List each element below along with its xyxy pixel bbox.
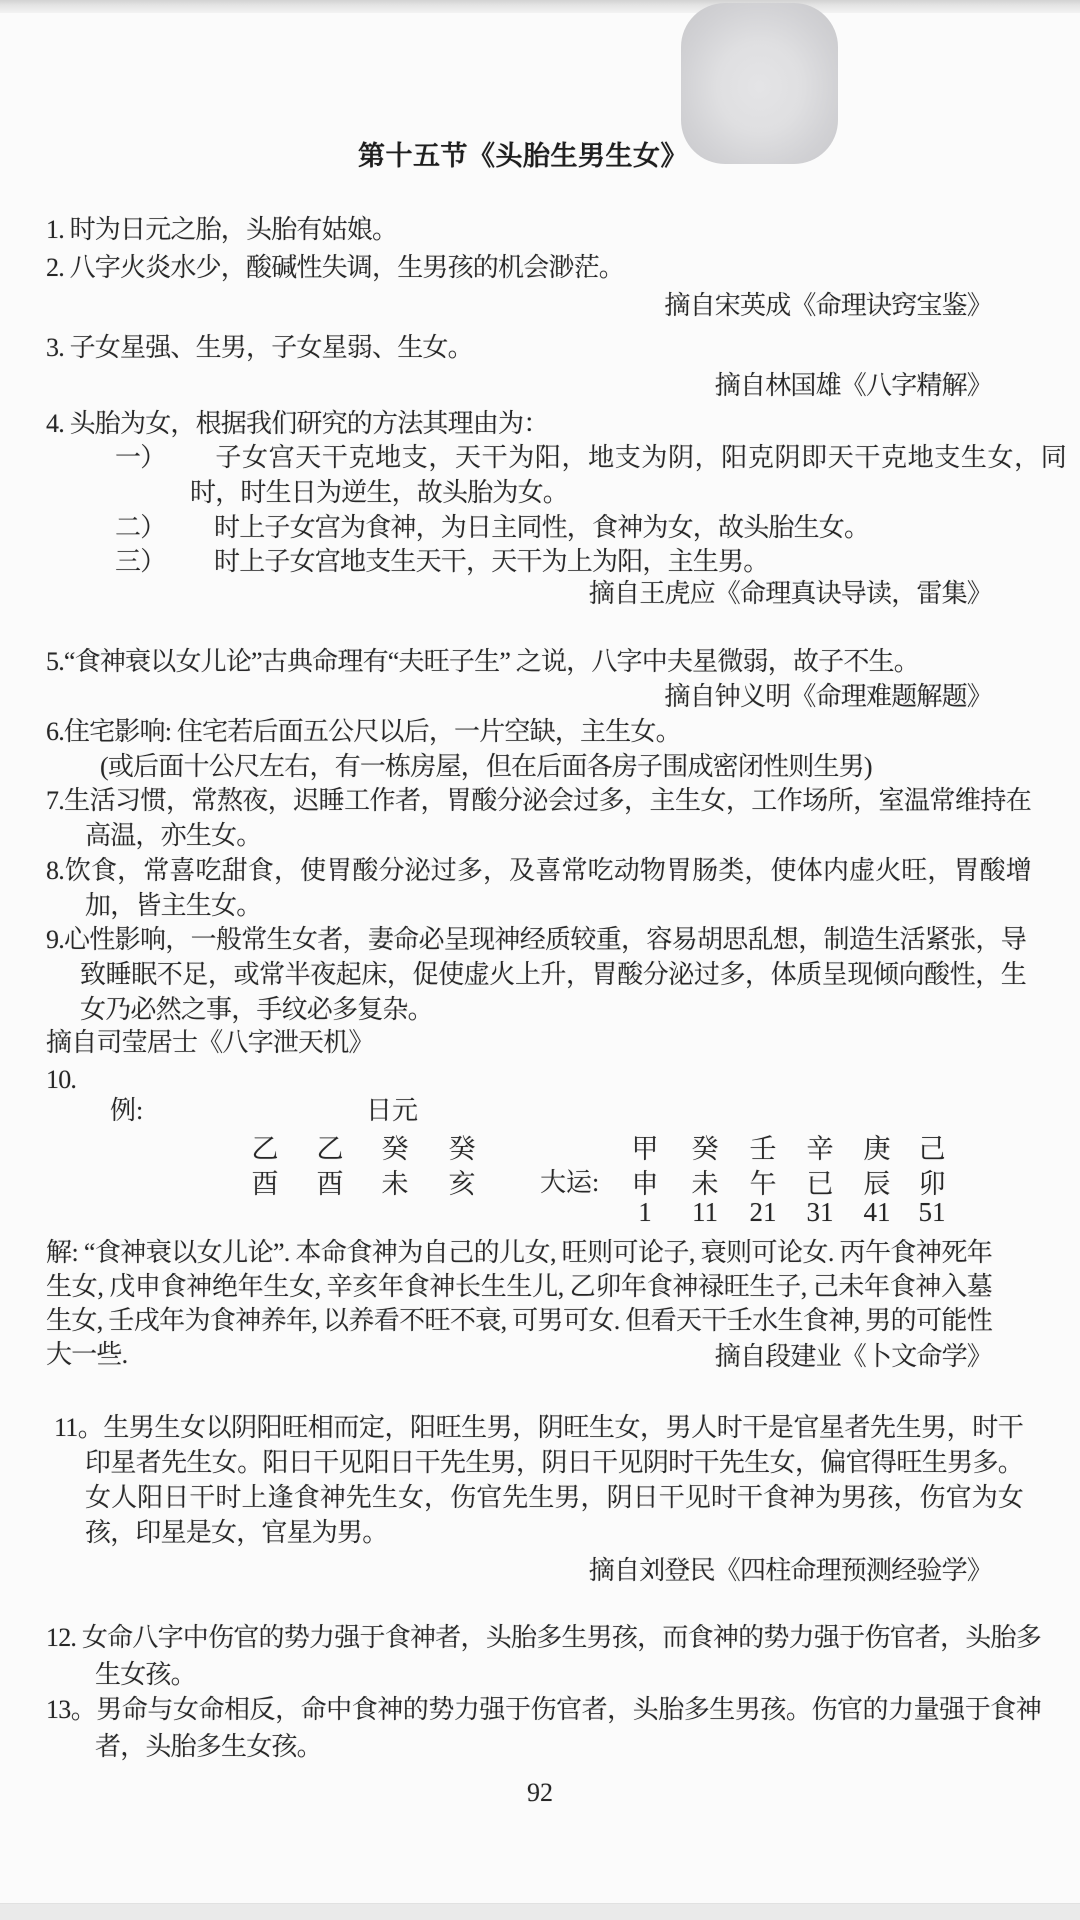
list-item-6-note: (或后面十公尺左右，有一栋房屋，但在后面各房子围成密闭性则生男) bbox=[100, 752, 872, 781]
luck-branch: 午 bbox=[749, 1169, 777, 1199]
luck-age: 11 bbox=[692, 1197, 718, 1227]
source-citation-4: 摘自钟义明《命理难题解题》 bbox=[664, 682, 992, 711]
natal-branch: 亥 bbox=[448, 1169, 476, 1199]
watermark-blob bbox=[681, 3, 838, 164]
example-label: 例: bbox=[110, 1096, 144, 1125]
list-item-9: 9.心性影响，一般常生女者，妻命必呈现神经质较重，容易胡思乱想，制造生活紧张，导致睡眠不足，或常半夜起床，促使虚火上升，胃酸分泌过多，体质呈现倾向酸性，生女乃必然之事，手纹必多复杂。 bbox=[46, 925, 1026, 1024]
natal-branch: 未 bbox=[381, 1169, 409, 1199]
luck-branch: 已 bbox=[806, 1169, 834, 1199]
natal-stem: 乙 bbox=[316, 1134, 344, 1164]
list-item-4: 4. 头胎为女，根据我们研究的方法其理由为： bbox=[46, 409, 549, 438]
list-item-1: 1. 时为日元之胎，头胎有姑娘。 bbox=[46, 215, 398, 244]
list-item-4-sub-1 bbox=[115, 440, 1066, 510]
source-citation-1: 摘自宋英成《命理诀窍宝鉴》 bbox=[664, 291, 992, 320]
source-citation-5: 摘自司莹居士《八字泄天机》 bbox=[46, 1028, 374, 1057]
list-item-7: 7.生活习惯，常熬夜，迟睡工作者，胃酸分泌会过多，主生女，工作场所，室温常维持在高温，亦生女。 bbox=[46, 786, 1031, 850]
top-edge-strip bbox=[0, 0, 1080, 13]
source-citation-2: 摘自林国雄《八字精解》 bbox=[714, 371, 992, 400]
dayun-label: 大运: bbox=[540, 1168, 600, 1197]
luck-age: 31 bbox=[806, 1197, 834, 1227]
sub-item-text: 时上子女宫地支生天干，天干为上为阳，主生男。 bbox=[214, 547, 769, 576]
luck-age: 51 bbox=[918, 1197, 946, 1227]
bazi-example-chart bbox=[0, 1090, 1080, 1235]
source-citation-3: 摘自王虎应《命理真诀导读，雷集》 bbox=[588, 579, 992, 608]
luck-stem: 甲 bbox=[631, 1134, 659, 1164]
natal-branch: 酉 bbox=[316, 1169, 344, 1199]
luck-stem: 庚 bbox=[863, 1134, 891, 1164]
analysis-paragraph: 解: “食神衰以女儿论”. 本命食神为自己的儿女, 旺则可论子, 衰则可论女. 丙午食神死年生女, 戊申食神绝年生女, 辛亥年食神长生生儿, 乙卯年食神禄旺生子, 己未年食神入墓生女, 壬戌年为食神养年, 以养看不旺不衰, 可男可女. 但看天干壬水生食神, 男的可能性大一些. bbox=[46, 1238, 992, 1369]
luck-branch: 未 bbox=[691, 1169, 719, 1199]
list-item-13: 13。男命与女命相反，命中食神的势力强于伤官者，头胎多生男孩。伤官的力量强于食神者，头胎多生女孩。 bbox=[46, 1695, 1041, 1761]
day-master-label: 日元 bbox=[366, 1096, 419, 1125]
list-item-6: 6.住宅影响: 住宅若后面五公尺以后，一片空缺，主生女。 bbox=[46, 717, 681, 746]
natal-stem: 癸 bbox=[381, 1134, 409, 1164]
source-citation-7: 摘自刘登民《四柱命理预测经验学》 bbox=[588, 1556, 992, 1585]
sub-item-marker: 二） bbox=[115, 513, 166, 542]
list-item-4-sub-2 bbox=[115, 510, 1066, 545]
luck-stem: 壬 bbox=[749, 1134, 777, 1164]
list-item-11: 11。生男生女以阴阳旺相而定，阳旺生男，阴旺生女，男人时干是官星者先生男，时干印星者先生女。阳日干见阳日干先生男，阴日干见阴时干先生女，偏官得旺生男多。女人阳日干时上逢食神先生女，伤官先生男，阴日干见时干食神为男孩，伤官为女孩，印星是女，官星为男。 bbox=[54, 1413, 1023, 1547]
sub-item-text: 子女宫天干克地支，天干为阳，地支为阴，阳克阴即天干克地支生女，同时，时生日为逆生，故头胎为女。 bbox=[190, 443, 1066, 507]
page-title: 第十五节《头胎生男生女》 bbox=[358, 141, 688, 171]
luck-age: 41 bbox=[863, 1197, 891, 1227]
list-item-2: 2. 八字火炎水少，酸碱性失调，生男孩的机会渺茫。 bbox=[46, 253, 625, 282]
list-item-12: 12. 女命八字中伤官的势力强于食神者，头胎多生男孩，而食神的势力强于伤官者，头胎多生女孩。 bbox=[46, 1623, 1041, 1689]
list-item-4-sub-3 bbox=[115, 544, 1066, 579]
source-citation-6: 摘自段建业《卜文命学》 bbox=[714, 1342, 992, 1371]
luck-stem: 辛 bbox=[806, 1134, 834, 1164]
sub-item-marker: 三） bbox=[115, 547, 166, 576]
luck-branch: 卯 bbox=[918, 1169, 946, 1199]
page-number: 92 bbox=[527, 1778, 553, 1807]
list-item-3: 3. 子女星强、生男，子女星弱、生女。 bbox=[46, 333, 473, 362]
sub-item-marker: 一） bbox=[115, 443, 166, 472]
luck-stem: 癸 bbox=[691, 1134, 719, 1164]
list-item-8: 8.饮食，常喜吃甜食，使胃酸分泌过多，及喜常吃动物胃肠类，使体内虚火旺，胃酸增加，皆主生女。 bbox=[46, 856, 1031, 920]
luck-age: 1 bbox=[638, 1197, 652, 1227]
bottom-edge-strip bbox=[0, 1903, 1080, 1920]
natal-stem: 乙 bbox=[251, 1134, 279, 1164]
luck-branch: 申 bbox=[631, 1169, 659, 1199]
list-item-10: 10. bbox=[46, 1065, 77, 1094]
sub-item-text: 时上子女宫为食神，为日主同性，食神为女，故头胎生女。 bbox=[214, 513, 870, 542]
luck-stem: 己 bbox=[918, 1134, 946, 1164]
luck-age: 21 bbox=[749, 1197, 777, 1227]
natal-branch: 酉 bbox=[251, 1169, 279, 1199]
luck-branch: 辰 bbox=[863, 1169, 891, 1199]
list-item-5: 5.“食神衰以女儿论”古典命理有“夫旺子生” 之说，八字中夫星微弱，故子不生。 bbox=[46, 647, 919, 676]
natal-stem: 癸 bbox=[448, 1134, 476, 1164]
